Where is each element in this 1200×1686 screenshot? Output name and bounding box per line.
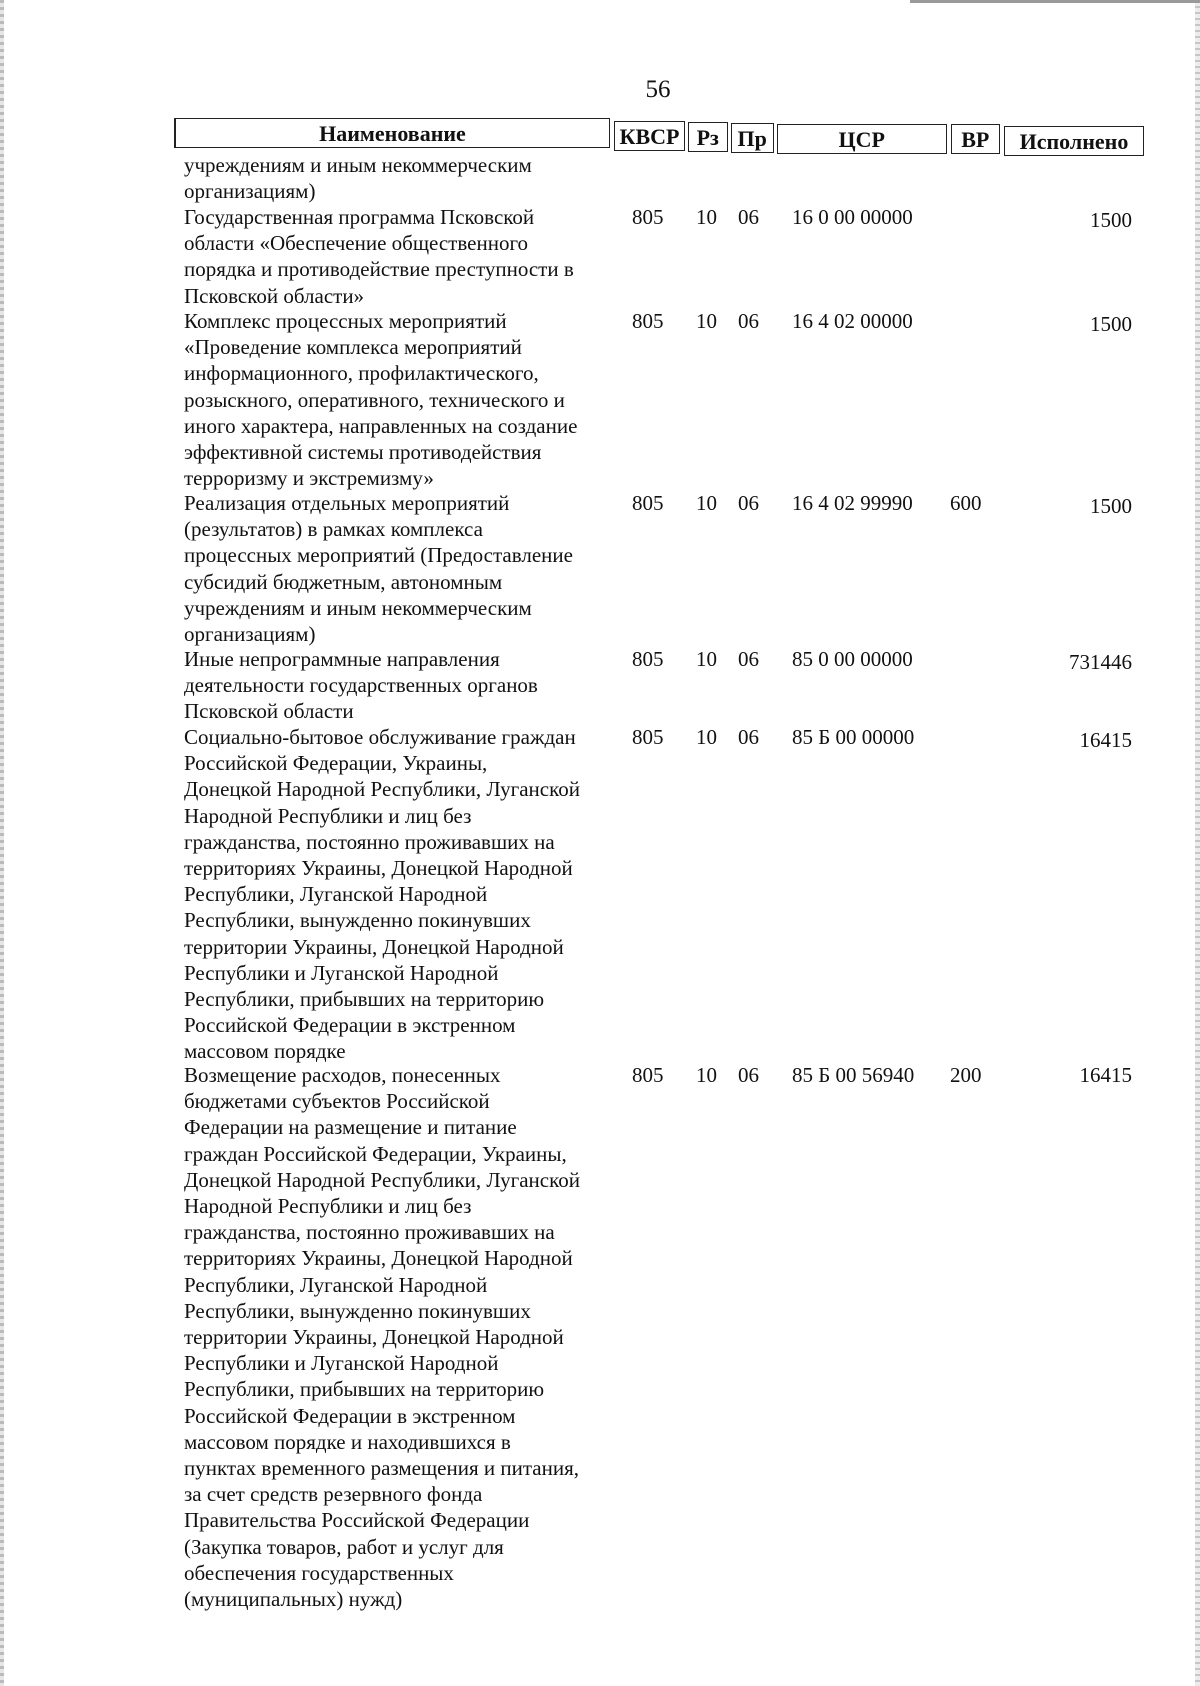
row-kvsr: 805 [632, 647, 664, 671]
row-csr: 16 0 00 00000 [792, 205, 913, 229]
row-csr: 85 Б 00 00000 [792, 725, 915, 749]
row-pr: 06 [738, 491, 759, 515]
row-executed: 731446 [1069, 650, 1132, 674]
row-kvsr: 805 [632, 309, 664, 333]
row-name: Государственная программа Псковской области «Обеспечение общественного порядка и противодействие преступности в Псковской области» [184, 205, 574, 308]
row-name: Реализация отдельных мероприятий (результатов) в рамках комплекса процессных мероприятий (Предоставление субсидий бюджетным, автономным учреждениям и иным некоммерческим организациям) [184, 491, 573, 647]
row-name: Возмещение расходов, понесенных бюджетами субъектов Российской Федерации на размещение и питание граждан Российской Федерации, Украины, Донецкой Народной Республики, Луганской Народной Республики и лиц без гражданства, постоянно проживавших на территориях Украины, Донецкой Народной Республики, Луганской Народной Республики, вынужденно покинувших территории Украины, Донецкой Народной Республики и Луганской Народной Республики, прибывших на территорию Российской Федерации в экстренном массовом порядке и находившихся в пунктах временного размещения и питания, за счет средств резервного фонда Правительства Российской Федерации (Закупка товаров, работ и услуг для обеспечения государственных (муниципальных) нужд) [184, 1063, 580, 1612]
row-name: учреждениям и иным некоммерческим организациям) [184, 153, 532, 204]
row-executed: 1500 [1090, 312, 1132, 336]
page-number: 56 [645, 76, 671, 103]
row-rz: 10 [696, 491, 717, 515]
row-rz: 10 [696, 205, 717, 229]
row-pr: 06 [738, 205, 759, 229]
row-vr: 200 [950, 1063, 982, 1087]
row-pr: 06 [738, 725, 759, 749]
row-executed: 16415 [1079, 1063, 1132, 1087]
row-rz: 10 [696, 309, 717, 333]
header-pr: Пр [731, 123, 774, 153]
header-csr: ЦСР [777, 124, 947, 154]
row-kvsr: 805 [632, 491, 664, 515]
row-csr: 85 0 00 00000 [792, 647, 913, 671]
row-rz: 10 [696, 725, 717, 749]
row-kvsr: 805 [632, 205, 664, 229]
scan-right-edge [1195, 0, 1200, 1686]
row-csr: 16 4 02 99990 [792, 491, 913, 515]
header-rz: Рз [688, 122, 727, 152]
row-csr: 16 4 02 00000 [792, 309, 913, 333]
row-pr: 06 [738, 309, 759, 333]
row-pr: 06 [738, 1063, 759, 1087]
table-header [174, 118, 1144, 154]
header-kvsr: КВСР [614, 121, 685, 151]
row-rz: 10 [696, 647, 717, 671]
row-vr: 600 [950, 491, 982, 515]
header-executed: Исполнено [1004, 126, 1144, 156]
row-pr: 06 [738, 647, 759, 671]
row-kvsr: 805 [632, 1063, 664, 1087]
scan-top-edge [910, 0, 1200, 3]
row-name: Иные непрограммные направления деятельности государственных органов Псковской области [184, 647, 538, 724]
row-kvsr: 805 [632, 725, 664, 749]
scan-left-edge [0, 0, 4, 1686]
row-executed: 16415 [1079, 728, 1132, 752]
row-rz: 10 [696, 1063, 717, 1087]
row-executed: 1500 [1090, 208, 1132, 232]
header-vr: ВР [951, 124, 1000, 154]
row-name: Социально-бытовое обслуживание граждан Российской Федерации, Украины, Донецкой Народной Республики, Луганской Народной Республики и лиц без гражданства, постоянно проживавших на территориях Украины, Донецкой Народной Республики, Луганской Народной Республики, вынужденно покинувших территории Украины, Донецкой Народной Республики и Луганской Народной Республики, прибывших на территорию Российской Федерации в экстренном массовом порядке [184, 725, 580, 1064]
row-executed: 1500 [1090, 494, 1132, 518]
row-csr: 85 Б 00 56940 [792, 1063, 915, 1087]
row-name: Комплекс процессных мероприятий «Проведение комплекса мероприятий информационного, профилактического, розыскного, оперативного, технического и иного характера, направленных на создание эффективной системы противодействия терроризму и экстремизму» [184, 309, 578, 491]
header-name: Наименование [174, 118, 610, 148]
